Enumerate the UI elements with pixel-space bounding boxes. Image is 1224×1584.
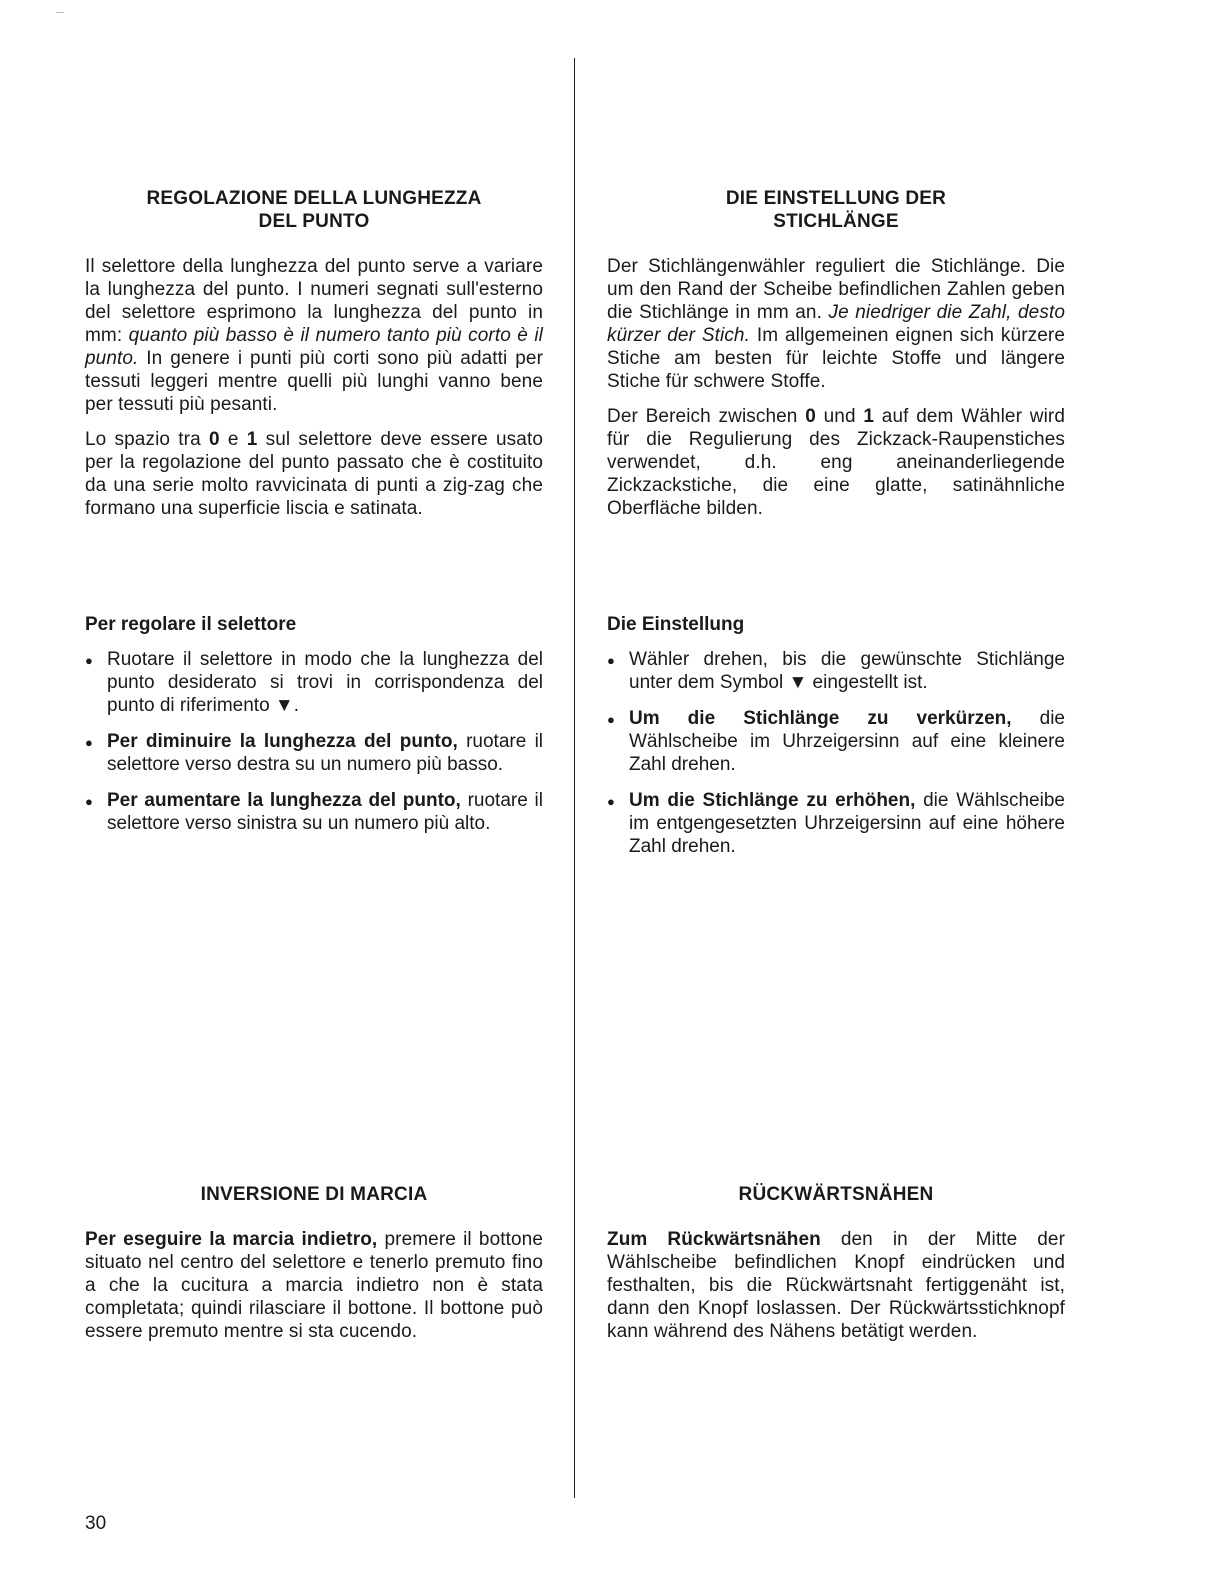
dial-number: 1 [863,406,875,427]
de-reverse-paragraph [607,1228,1065,1343]
de-reverse-section [607,1183,1065,1343]
emphasis-text: Je niedriger die Zahl, desto kürzer der Stich. [607,302,1065,346]
text: Der Stichlängenwähler reguliert die Stichlänge. Die um den Rand der Scheibe befindlichen Zahlen geben die Stichlänge in mm an. [607,256,1065,323]
text: den in der Mitte der Wählscheibe befindlichen Knopf eindrücken und festhalten, bis die Rückwärtsnaht fertiggenäht ist, dann den Knopf loslassen. Der Rückwärtsstichknopf kann während des Nähens betätigt werden. [607,1229,1066,1342]
text: die Wählscheibe im entgengesetzten Uhrzeigersinn auf eine höhere Zahl drehen. [629,790,1065,857]
bold-text: Per eseguire la marcia indietro, [85,1229,378,1250]
list-item [85,730,543,776]
heading-line: STICHLÄNGE [773,211,899,232]
heading-line: REGOLAZIONE DELLA LUNGHEZZA [146,188,482,209]
text: und [815,406,864,427]
bold-text: Um die Stichlänge zu verkürzen, [629,708,1012,729]
text: ruotare il selettore verso sinistra su un numero più alto. [107,790,543,834]
list-item [607,648,1065,694]
text: e [219,429,247,450]
text: Der Bereich zwischen [607,406,806,427]
list-item [85,648,543,717]
text: Im allgemeinen eignen sich kürzere Stiche am besten für leichte Stoffe und längere Stiche für schwere Stoffe. [607,325,1065,392]
scan-mark [56,12,64,13]
it-stitch-length-section [85,187,543,520]
bold-text: Um die Stichlänge zu erhöhen, [629,790,916,811]
it-reverse-section [85,1183,543,1343]
de-adjust-list [607,648,1065,858]
it-stitch-length-paragraph-2 [85,428,543,520]
text: die Wählscheibe im Uhrzeigersinn auf eine kleinere Zahl drehen. [629,708,1065,775]
dial-number: 1 [246,429,258,450]
column-divider [574,58,575,1498]
de-stitch-length-paragraph-2 [607,405,1065,520]
it-adjust-section [85,613,543,835]
it-adjust-subheading: Per regolare il selettore [85,614,297,635]
list-item [85,789,543,835]
text: ruotare il selettore verso destra su un numero più basso. [107,731,544,775]
heading-line: DIE EINSTELLUNG DER [725,188,947,209]
list-item [607,789,1065,858]
de-stitch-length-section [607,187,1065,520]
it-reverse-heading: INVERSIONE DI MARCIA [200,1184,428,1205]
de-stitch-length-heading [607,187,1065,233]
it-stitch-length-heading [85,187,543,233]
emphasis-text: quanto più basso è il numero tanto più corto è il punto. [85,325,543,369]
dial-number: 0 [208,429,220,450]
de-stitch-length-paragraph-1 [607,255,1065,393]
de-reverse-heading: RÜCKWÄRTSNÄHEN [738,1184,934,1205]
text: auf dem Wähler wird für die Regulierung des Zickzack-Raupenstiches verwendet, d.h. eng aneinanderliegende Zickzackstiche, die eine glatte, satinähnliche Oberfläche bilden. [607,406,1065,519]
dial-number: 0 [805,406,816,427]
bold-text: Per aumentare la lunghezza del punto, [107,790,461,811]
bold-text: Per diminuire la lunghezza del punto, [107,731,458,752]
it-adjust-list [85,648,543,835]
de-adjust-subheading: Die Einstellung [607,614,745,635]
text: sul selettore deve essere usato per la regolazione del punto passato che è costituito da una serie molto ravvicinata di punti a zig-zag che formano una superficie liscia e satinata. [85,429,543,519]
heading-line: DEL PUNTO [258,211,370,232]
it-stitch-length-paragraph-1 [85,255,543,416]
text: premere il bottone situato nel centro del selettore e tenerlo premuto fino a che la cucitura a marcia indietro non è stata completata; quindi rilasciare il bottone. Il bottone può essere premuto mentre si sta cucendo. [85,1229,543,1342]
list-item [607,707,1065,776]
page-number: 30 [85,1513,107,1534]
text: Il selettore della lunghezza del punto serve a variare la lunghezza del punto. I numeri segnati sull'esterno del selettore esprimono la lunghezza del punto in mm: [85,256,543,346]
bold-text: Zum Rückwärtsnähen [607,1229,821,1250]
de-adjust-section [607,613,1065,858]
text: Ruotare il selettore in modo che la lunghezza del punto desiderato si trovi in corrispondenza del punto di riferimento ▼. [107,649,543,716]
text: Wähler drehen, bis die gewünschte Stichlänge unter dem Symbol ▼ eingestellt ist. [629,649,1065,693]
it-reverse-paragraph [85,1228,543,1343]
text: In genere i punti più corti sono più adatti per tessuti leggeri mentre quelli più lunghi vanno bene per tessuti più pesanti. [85,348,543,415]
text: Lo spazio tra [85,429,209,450]
